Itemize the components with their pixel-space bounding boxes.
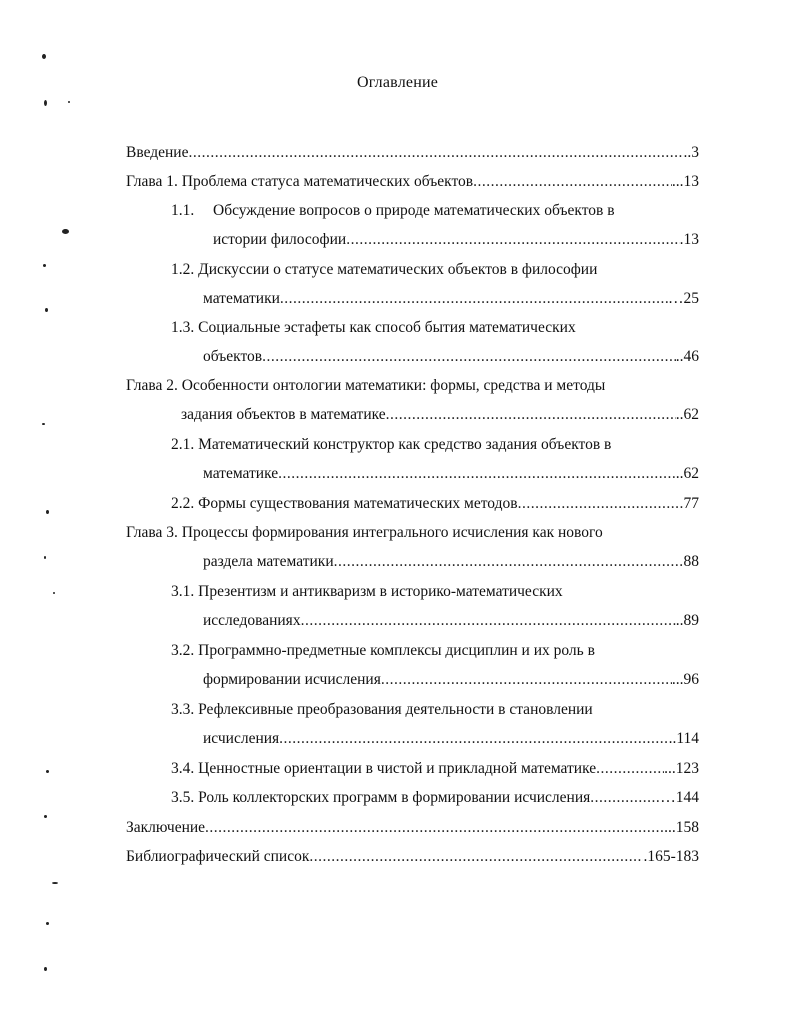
toc-leader-dots [381,670,672,690]
toc-page-number: ..46 [675,348,699,365]
toc-entry-text: 3.2. Программно-предметные комплексы дисциплин и их роль в [171,642,595,659]
toc-entry-2-1-line1 [171,435,701,455]
toc-entry-3-1-line2 [203,611,699,631]
scan-speck [44,556,46,559]
toc-entry-1-1-line1 [171,201,701,221]
toc-page-number: ..62 [675,465,699,482]
toc-entry-text: Глава 3. Процессы формирования интегрального исчисления как нового [126,524,603,541]
toc-leader-dots [386,405,676,425]
toc-page-number: 77 [683,495,699,512]
toc-page-number: ...123 [664,760,699,777]
toc-page-number: …144 [660,789,699,806]
toc-page-number: .13 [679,231,699,248]
toc-leader-dots [596,759,664,779]
toc-entry-text: 3.5. Роль коллекторских программ в формировании исчисления [171,789,591,806]
toc-page-number: ...158 [664,819,699,836]
scan-speck [44,967,47,971]
toc-section-number: 1.1. [171,202,195,219]
toc-leader-dots [188,143,683,163]
scan-speck [46,510,49,514]
toc-entry-text: Библиографический список [126,848,310,865]
scan-speck [62,229,69,234]
page-title: Оглавление [356,74,439,91]
scan-speck [46,922,49,925]
toc-leader-dots [278,464,676,484]
toc-entry-chapter-3-line1 [126,523,706,543]
toc-leader-dots [309,847,643,867]
toc-page-number: ..62 [675,406,699,423]
toc-page-number: ..3 [683,144,699,161]
toc-entry-text: 3.1. Презентизм и антикваризм в историко-математических [171,583,563,600]
toc-leader-dots [301,611,676,631]
scan-speck [43,264,46,267]
toc-entry-3-4 [171,759,699,779]
toc-leader-dots [262,347,676,367]
toc-entry-text: 1.3. Социальные эстафеты как способ бытия математических [171,319,576,336]
toc-entry-introduction [126,143,699,163]
toc-page-number: ...96 [671,671,699,688]
toc-entry-text: математики [203,290,280,307]
toc-entry-text: объектов [203,348,263,365]
toc-entry-text: формировании исчисления [203,671,381,688]
toc-entry-2-2 [171,494,699,514]
toc-leader-dots [279,729,668,749]
toc-entry-1-3-line2 [203,347,699,367]
toc-entry-text: 2.1. Математический конструктор как средство задания объектов в [171,436,612,453]
toc-entry-2-1-line2 [203,464,699,484]
toc-entry-3-1-line1 [171,582,701,602]
toc-entry-text: Введение [126,144,189,161]
toc-page-number: .165-183 [643,848,699,865]
toc-leader-dots [473,172,672,192]
toc-page-number: ..89 [675,612,699,629]
toc-entry-chapter-3-line2 [203,552,699,572]
toc-entry-3-5 [171,788,699,808]
toc-leader-dots [518,494,684,514]
toc-entry-text: истории философии [213,231,347,248]
toc-leader-dots [205,818,664,838]
toc-entry-text: раздела математики [203,553,334,570]
scan-speck [45,308,48,312]
toc-leader-dots [590,788,660,808]
toc-entry-conclusion [126,818,699,838]
toc-entry-text: Обсуждение вопросов о природе математических объектов в [213,202,615,219]
scan-speck [42,54,46,59]
toc-leader-dots [334,552,684,572]
toc-page-number: ..114 [668,730,699,747]
scan-speck [44,100,47,106]
toc-entry-1-1-line2 [213,230,699,250]
toc-entry-text: исчисления [203,730,280,747]
toc-entry-text: Глава 2. Особенности онтологии математики: формы, средства и методы [126,377,606,394]
toc-entry-text: Заключение [126,819,206,836]
toc-leader-dots [280,289,668,309]
toc-entry-text: 1.2. Дискуссии о статусе математических объектов в философии [171,261,598,278]
toc-entry-text: 3.3. Рефлексивные преобразования деятельности в становлении [171,701,593,718]
toc-entry-1-2-line1 [171,260,701,280]
toc-entry-text: Глава 1. Проблема статуса математических объектов [126,173,474,190]
toc-entry-text: задания объектов в математике [181,406,386,423]
toc-page-number: ...13 [671,173,699,190]
toc-entry-3-3-line2 [203,729,699,749]
toc-entry-chapter-1 [126,172,699,192]
toc-entry-3-2-line2 [203,670,699,690]
toc-page-number: 88 [683,553,699,570]
toc-entry-3-2-line1 [171,641,701,661]
scan-speck [52,882,58,884]
toc-entry-chapter-2-line1 [126,376,706,396]
scan-speck [44,815,47,818]
toc-entry-text: 3.4. Ценностные ориентации в чистой и прикладной математике [171,760,597,777]
toc-leader-dots [346,230,679,250]
scan-speck [68,101,70,103]
toc-entry-1-2-line2 [203,289,699,309]
toc-entry-text: математике [203,465,279,482]
scan-speck [42,423,45,425]
toc-entry-bibliography [126,847,699,867]
toc-entry-3-3-line1 [171,700,701,720]
toc-entry-chapter-2-line2 [181,405,699,425]
scan-speck [53,592,55,594]
toc-entry-1-3-line1 [171,318,701,338]
scan-speck [46,770,49,773]
toc-entry-text: исследованиях [203,612,301,629]
toc-entry-text: 2.2. Формы существования математических методов [171,495,518,512]
toc-page-number: …25 [668,290,699,307]
